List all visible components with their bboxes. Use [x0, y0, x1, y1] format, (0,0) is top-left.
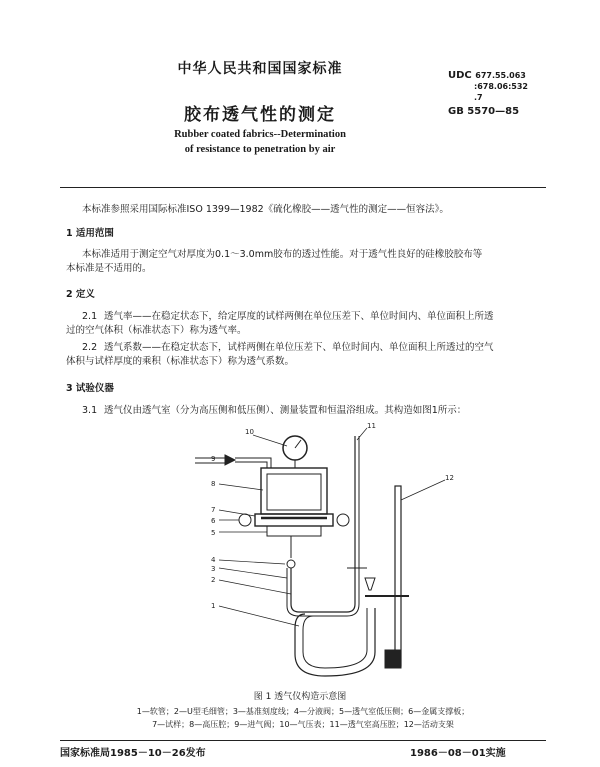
- inlet-pipe: [235, 458, 271, 468]
- udc-block: [448, 70, 528, 103]
- label-12: 12: [445, 474, 454, 482]
- standard-header: 中华人民共和国国家标准: [177, 61, 343, 77]
- chinese-title: 胶布透气性的测定: [184, 105, 336, 125]
- low-pressure-side: [267, 526, 321, 536]
- footer-rule: [60, 740, 546, 741]
- figure-legend: [60, 705, 546, 731]
- section-2-2-number: 2.2: [82, 342, 98, 353]
- high-pressure-inner: [267, 474, 321, 510]
- issue-date: 国家标准局1985－10－26发布: [60, 748, 206, 759]
- apparatus-diagram: [195, 418, 485, 686]
- movable-stand: [395, 486, 401, 666]
- label-5: 5: [211, 529, 216, 537]
- high-pressure-chamber: [261, 468, 327, 514]
- section-1-line1: 本标准适用于测定空气对厚度为0.1～3.0mm胶布的透过性能。对于透气性良好的硅橡胶胶布等: [82, 249, 483, 260]
- section-3-1-number: 3.1: [82, 405, 98, 416]
- udc-code-3: .7: [474, 93, 483, 102]
- header-rule: [60, 187, 546, 188]
- label-6: 6: [211, 517, 216, 525]
- funnel: [365, 578, 375, 590]
- section-2-1-line2: 过的空气体积（标准状态下）称为透气率。: [66, 325, 247, 336]
- udc-label: UDC: [448, 70, 472, 81]
- gb-number: GB 5570—85: [448, 106, 520, 117]
- english-title-line2: of resistance to penetration by air: [184, 144, 336, 155]
- label-7: 7: [211, 506, 216, 514]
- inlet-valve: [225, 455, 235, 465]
- label-10: 10: [245, 428, 254, 436]
- clamp-knob-left: [239, 514, 251, 526]
- section-1-line2: 本标准是不适用的。: [66, 263, 152, 274]
- effective-date: 1986－08－01实施: [410, 748, 506, 759]
- section-2-2-line1: 透气系数——在稳定状态下，试样两侧在单位压差下、单位时间内、单位面积上所透过的空气: [104, 342, 494, 353]
- section-2-heading: 2 定义: [66, 289, 95, 300]
- section-2-1-line1: 透气率——在稳定状态下，给定厚度的试样两侧在单位压差下、单位时间内、单位面积上所透: [104, 311, 494, 322]
- figure-caption: 图 1 透气仪构造示意图: [253, 692, 347, 702]
- label-3: 3: [211, 565, 216, 573]
- udc-code-2: :678.06:532: [474, 82, 528, 91]
- udc-code-1: 677.55.063: [475, 71, 526, 80]
- label-4: 4: [211, 556, 216, 564]
- clamp-plate: [255, 514, 333, 526]
- label-1: 1: [211, 602, 216, 610]
- gauge-needle: [295, 440, 301, 448]
- soft-hose-inner: [303, 608, 367, 668]
- label-2: 2: [211, 576, 216, 584]
- section-3-1-text: 透气仪由透气室（分为高压侧和低压侧）、测量装置和恒温浴组成。其构造如图1所示：: [104, 405, 467, 416]
- label-9: 9: [211, 455, 216, 463]
- section-3-heading: 3 试验仪器: [66, 383, 114, 394]
- split-valve: [287, 560, 295, 568]
- label-8: 8: [211, 480, 216, 488]
- u-capillary: [291, 436, 355, 612]
- legend-line1: 1—软管；2—U型毛细管；3—基准刻度线；4—分液阀；5—透气室低压侧；6—金属支撑板；: [136, 707, 470, 716]
- english-title: [0, 127, 520, 157]
- label-11: 11: [367, 422, 376, 430]
- clamp-knob-right: [337, 514, 349, 526]
- english-title-line1: Rubber coated fabrics--Determination: [174, 129, 346, 140]
- section-2-1-number: 2.1: [82, 311, 98, 322]
- stand-base: [385, 650, 401, 668]
- section-1-heading: 1 适用范围: [66, 228, 114, 239]
- section-2-2-line2: 体积与试样厚度的乘积（标准状态下）称为透气系数。: [66, 356, 295, 367]
- legend-line2: 7—试样；8—高压腔；9—进气阀；10—气压表；11—透气室高压腔；12—活动支架: [152, 720, 454, 729]
- intro-text: 本标准参照采用国际标准ISO 1399—1982《硫化橡胶——透气性的测定——恒容法》。: [82, 204, 449, 215]
